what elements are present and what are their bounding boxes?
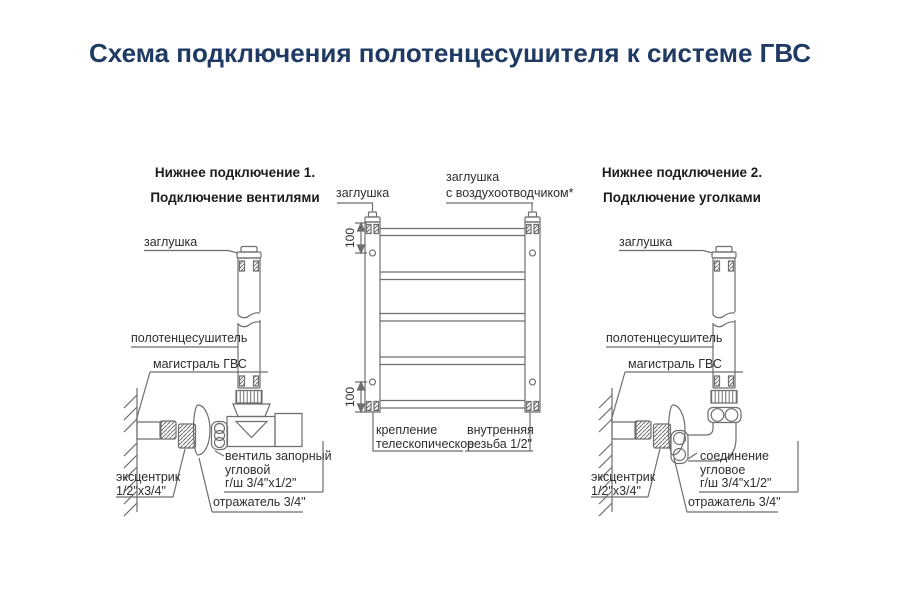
ladder-rungs	[380, 229, 525, 409]
ladder-rail-posts	[365, 222, 540, 412]
plug-cap	[712, 247, 736, 259]
page-title: Схема подключения полотенцесушителя к системе ГВС	[89, 38, 811, 68]
center-mount-label	[376, 423, 474, 451]
left-valve-label	[225, 450, 332, 491]
left-hot-water-main-label: магистраль ГВС	[153, 357, 247, 371]
center-mount-line2: телескопическое	[376, 437, 475, 451]
center-air-vent-line1: заглушка	[446, 170, 500, 184]
plug-cap	[237, 247, 261, 259]
eccentric-fitting	[635, 421, 671, 448]
leader-lines	[337, 203, 533, 451]
right-elbow-label	[700, 450, 771, 491]
right-eccentric-line1: эксцентрик	[591, 470, 656, 484]
right-elbow-line2: угловое	[700, 462, 746, 477]
left-valve-line3: г/ш 3/4"х1/2"	[225, 476, 297, 490]
right-towel-rail-label: полотенцесушитель	[606, 331, 723, 345]
left-heading-line2: Подключение вентилями	[150, 190, 320, 205]
eccentric-fitting	[160, 421, 196, 448]
angle-valve	[212, 391, 303, 450]
left-eccentric-line1: эксцентрик	[116, 470, 181, 484]
left-valve-line1: вентиль запорный	[225, 449, 332, 463]
right-heading-line2: Подключение уголками	[603, 190, 761, 205]
plug-caps	[365, 212, 540, 222]
center-air-vent-line2: с воздухоотводчиком*	[446, 186, 574, 200]
left-eccentric-label	[116, 471, 180, 498]
left-valve-line2: угловой	[225, 462, 271, 477]
right-eccentric-label	[591, 471, 655, 498]
right-heading-line1: Нижнее подключение 2.	[601, 165, 763, 180]
dimension-bottom-100: 100	[343, 386, 357, 408]
left-towel-rail-label: полотенцесушитель	[131, 331, 248, 345]
center-air-vent-plug-label	[446, 169, 573, 201]
right-reflector-label: отражатель 3/4"	[688, 495, 781, 509]
left-eccentric-line2: 1/2"х3/4"	[116, 483, 166, 498]
center-plug-label: заглушка	[336, 186, 390, 200]
right-eccentric-line2: 1/2"х3/4"	[591, 483, 641, 498]
center-mount-line1: крепление	[376, 423, 438, 437]
dimension-top-100: 100	[343, 227, 357, 249]
left-reflector-label: отражатель 3/4"	[213, 495, 306, 509]
center-thread-line1: внутренняя	[467, 423, 534, 437]
right-elbow-line3: г/ш 3/4"х1/2"	[700, 476, 772, 490]
right-plug-label: заглушка	[619, 235, 673, 249]
center-thread-label	[467, 423, 534, 451]
left-heading-line1: Нижнее подключение 1.	[154, 165, 316, 180]
center-thread-line2: резьба 1/2"	[467, 437, 532, 451]
right-hot-water-main-label: магистраль ГВС	[628, 357, 722, 371]
right-elbow-line1: соединение	[700, 449, 769, 463]
left-plug-label: заглушка	[144, 235, 198, 249]
